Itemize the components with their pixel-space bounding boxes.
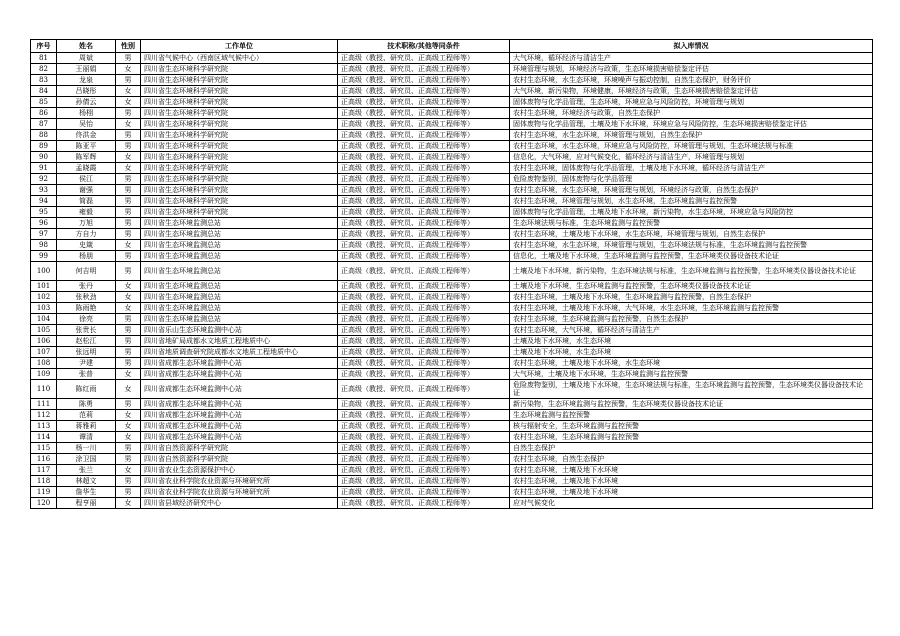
cell-index: 112 — [31, 410, 57, 421]
cell-name: 孙倩云 — [57, 97, 116, 108]
table-row — [31, 399, 873, 410]
cell-index: 92 — [31, 174, 57, 185]
cell-index: 95 — [31, 207, 57, 218]
cell-gender: 男 — [116, 108, 141, 119]
cell-fields: 农村生态环境，生态环境监测与监控预警，自然生态保护 — [510, 314, 873, 325]
table-row — [31, 262, 873, 281]
cell-fields: 农村生态环境，环境管理与规划，水生态环境，生态环境监测与监控预警 — [510, 196, 873, 207]
cell-gender: 男 — [116, 174, 141, 185]
cell-fields: 农村生态环境，土壤及地下水环境，水生态环境 — [510, 358, 873, 369]
cell-title: 正高级（教授、研究员、正高级工程师等） — [338, 369, 510, 380]
table-row — [31, 141, 873, 152]
cell-fields: 农村生态环境，水生态环境，环境管理与规划，环境经济与政策，自然生态保护 — [510, 185, 873, 196]
cell-title: 正高级（教授、研究员、正高级工程师等） — [338, 347, 510, 358]
table-row — [31, 218, 873, 229]
cell-gender: 女 — [116, 86, 141, 97]
cell-employer: 四川省生态环境科学研究院 — [141, 64, 338, 75]
cell-gender: 女 — [116, 380, 141, 399]
cell-title: 正高级（教授、研究员、正高级工程师等） — [338, 465, 510, 476]
cell-name: 林超文 — [57, 476, 116, 487]
cell-index: 105 — [31, 325, 57, 336]
cell-title: 正高级（教授、研究员、正高级工程师等） — [338, 281, 510, 292]
table-row — [31, 86, 873, 97]
cell-gender: 女 — [116, 240, 141, 251]
cell-fields: 农村生态环境，水生态环境，环境管理与规划，自然生态保护 — [510, 130, 873, 141]
cell-employer: 四川省自然资源科学研究院 — [141, 443, 338, 454]
header-title: 技术职称/其他等同条件 — [338, 40, 510, 53]
cell-employer: 四川省乐山生态环境监测中心站 — [141, 325, 338, 336]
cell-employer: 四川省生态环境科学研究院 — [141, 108, 338, 119]
header-employer: 工作单位 — [141, 40, 338, 53]
table-row — [31, 487, 873, 498]
cell-employer: 四川省成都生态环境监测中心站 — [141, 369, 338, 380]
cell-title: 正高级（教授、研究员、正高级工程师等） — [338, 152, 510, 163]
cell-name: 范莉 — [57, 410, 116, 421]
cell-fields: 固体废物与化学品管理，生态环境，环境应急与风险防控，环境管理与规划 — [510, 97, 873, 108]
cell-gender: 男 — [116, 251, 141, 262]
cell-employer: 四川省生态环境科学研究院 — [141, 174, 338, 185]
table-row — [31, 119, 873, 130]
cell-name: 赵松江 — [57, 336, 116, 347]
table-row — [31, 347, 873, 358]
cell-gender: 男 — [116, 53, 141, 64]
cell-title: 正高级（教授、研究员、正高级工程师等） — [338, 303, 510, 314]
cell-index: 103 — [31, 303, 57, 314]
cell-fields: 农村生态环境，水生态环境，环境应急与风险防控，环境管理与规划，生态环境法规与标准 — [510, 141, 873, 152]
cell-gender: 女 — [116, 97, 141, 108]
cell-fields: 农村生态环境，环境经济与政策，自然生态保护 — [510, 108, 873, 119]
cell-gender: 男 — [116, 443, 141, 454]
cell-name: 谢强 — [57, 185, 116, 196]
cell-employer: 四川省生态环境监测总站 — [141, 229, 338, 240]
cell-index: 93 — [31, 185, 57, 196]
cell-employer: 四川省生态环境科学研究院 — [141, 119, 338, 130]
cell-gender: 女 — [116, 119, 141, 130]
cell-gender: 男 — [116, 75, 141, 86]
cell-name: 孟晓霞 — [57, 163, 116, 174]
cell-fields: 自然生态保护 — [510, 443, 873, 454]
cell-fields: 农村生态环境，生态环境监测与监控预警 — [510, 432, 873, 443]
cell-gender: 女 — [116, 498, 141, 509]
cell-employer: 四川省生态环境监测总站 — [141, 281, 338, 292]
cell-name: 简磊 — [57, 196, 116, 207]
table-row — [31, 421, 873, 432]
cell-employer: 四川省生态环境科学研究院 — [141, 86, 338, 97]
cell-index: 118 — [31, 476, 57, 487]
header-index: 序号 — [31, 40, 57, 53]
cell-name: 万旭 — [57, 218, 116, 229]
header-name: 姓名 — [57, 40, 116, 53]
cell-index: 96 — [31, 218, 57, 229]
header-fields: 拟入库情况 — [510, 40, 873, 53]
cell-fields: 土壤及地下水环境，生态环境监测与监控预警，生态环境类仪器设备技术论证 — [510, 281, 873, 292]
cell-index: 120 — [31, 498, 57, 509]
cell-name: 程亨丽 — [57, 498, 116, 509]
cell-title: 正高级（教授、研究员、正高级工程师等） — [338, 421, 510, 432]
cell-fields: 农村生态环境，大气环境，循环经济与清洁生产 — [510, 325, 873, 336]
table-row — [31, 281, 873, 292]
cell-title: 正高级（教授、研究员、正高级工程师等） — [338, 476, 510, 487]
cell-employer: 四川省生态环境监测总站 — [141, 314, 338, 325]
cell-name: 陈军辉 — [57, 152, 116, 163]
table-row — [31, 465, 873, 476]
cell-fields: 土壤及地下水环境，新污染物，生态环境法规与标准，生态环境监测与监控预警，生态环境类仪器设备技术论证 — [510, 262, 873, 281]
cell-gender: 男 — [116, 358, 141, 369]
cell-gender: 男 — [116, 141, 141, 152]
cell-fields: 生态环境监测与监控预警 — [510, 410, 873, 421]
table-row — [31, 75, 873, 86]
cell-fields: 农村生态环境，土壤及地下水环境，生态环境监测与监控预警，自然生态保护 — [510, 292, 873, 303]
cell-title: 正高级（教授、研究员、正高级工程师等） — [338, 292, 510, 303]
table-row — [31, 336, 873, 347]
cell-title: 正高级（教授、研究员、正高级工程师等） — [338, 196, 510, 207]
cell-name: 何吉明 — [57, 262, 116, 281]
cell-employer: 四川省农业科学院农业资源与环境研究所 — [141, 487, 338, 498]
cell-title: 正高级（教授、研究员、正高级工程师等） — [338, 314, 510, 325]
cell-employer: 四川省自然资源科学研究院 — [141, 454, 338, 465]
cell-gender: 男 — [116, 399, 141, 410]
table-row — [31, 358, 873, 369]
cell-gender: 男 — [116, 185, 141, 196]
cell-index: 84 — [31, 86, 57, 97]
cell-index: 107 — [31, 347, 57, 358]
header-gender: 性别 — [116, 40, 141, 53]
cell-fields: 大气环境，循环经济与清洁生产 — [510, 53, 873, 64]
cell-employer: 四川省生态环境科学研究院 — [141, 75, 338, 86]
cell-index: 97 — [31, 229, 57, 240]
cell-index: 116 — [31, 454, 57, 465]
cell-title: 正高级（教授、研究员、正高级工程师等） — [338, 454, 510, 465]
cell-title: 正高级（教授、研究员、正高级工程师等） — [338, 53, 510, 64]
cell-name: 涂卫国 — [57, 454, 116, 465]
cell-employer: 四川省气候中心（西南区域气候中心） — [141, 53, 338, 64]
cell-employer: 四川省生态环境科学研究院 — [141, 196, 338, 207]
table-row — [31, 325, 873, 336]
table-row — [31, 64, 873, 75]
table-row — [31, 292, 873, 303]
table-body — [31, 53, 873, 509]
cell-gender: 男 — [116, 229, 141, 240]
cell-gender: 男 — [116, 325, 141, 336]
cell-fields: 危险废物鉴别，土壤及地下水环境，生态环境法规与标准，生态环境监测与监控预警，生态环境类仪器设备技术论证 — [510, 380, 873, 399]
cell-fields: 农村生态环境，水生态环境，环境管理与规划，生态环境法规与标准，生态环境监测与监控预警 — [510, 240, 873, 251]
cell-title: 正高级（教授、研究员、正高级工程师等） — [338, 443, 510, 454]
cell-name: 陈雨艳 — [57, 303, 116, 314]
cell-employer: 四川省成都生态环境监测中心站 — [141, 380, 338, 399]
cell-index: 115 — [31, 443, 57, 454]
cell-fields: 农村生态环境，土壤及地下水环境，水生态环境，环境管理与规划，自然生态保护 — [510, 229, 873, 240]
cell-fields: 农村生态环境，水生态环境，环境噪声与振动控制，自然生态保护，财务评价 — [510, 75, 873, 86]
cell-title: 正高级（教授、研究员、正高级工程师等） — [338, 163, 510, 174]
cell-name: 史箴 — [57, 240, 116, 251]
cell-employer: 四川省生态环境监测总站 — [141, 240, 338, 251]
cell-name: 詹华生 — [57, 487, 116, 498]
cell-name: 杨一川 — [57, 443, 116, 454]
cell-title: 正高级（教授、研究员、正高级工程师等） — [338, 336, 510, 347]
cell-employer: 四川省成都生态环境监测中心站 — [141, 358, 338, 369]
cell-gender: 男 — [116, 454, 141, 465]
cell-employer: 四川省生态环境科学研究院 — [141, 163, 338, 174]
cell-title: 正高级（教授、研究员、正高级工程师等） — [338, 399, 510, 410]
cell-name: 方自力 — [57, 229, 116, 240]
cell-employer: 四川省生态环境监测总站 — [141, 262, 338, 281]
cell-gender: 男 — [116, 196, 141, 207]
table-row — [31, 174, 873, 185]
cell-name: 吕晓彤 — [57, 86, 116, 97]
table-row — [31, 369, 873, 380]
cell-name: 杨栩 — [57, 108, 116, 119]
cell-gender: 男 — [116, 347, 141, 358]
table-row — [31, 53, 873, 64]
table-row — [31, 207, 873, 218]
cell-gender: 女 — [116, 369, 141, 380]
cell-index: 102 — [31, 292, 57, 303]
cell-index: 111 — [31, 399, 57, 410]
cell-name: 张远明 — [57, 347, 116, 358]
cell-fields: 危险废物鉴别，固体废物与化学品管理 — [510, 174, 873, 185]
cell-title: 正高级（教授、研究员、正高级工程师等） — [338, 380, 510, 399]
cell-fields: 环境管理与规划，环境经济与政策，生态环境损害赔偿鉴定评估 — [510, 64, 873, 75]
cell-name: 张兰 — [57, 465, 116, 476]
cell-index: 94 — [31, 196, 57, 207]
cell-name: 张贵长 — [57, 325, 116, 336]
cell-index: 87 — [31, 119, 57, 130]
cell-title: 正高级（教授、研究员、正高级工程师等） — [338, 487, 510, 498]
cell-name: 谭清 — [57, 432, 116, 443]
cell-employer: 四川省生态环境监测总站 — [141, 218, 338, 229]
table-row — [31, 380, 873, 399]
table-row — [31, 229, 873, 240]
cell-employer: 四川省生态环境科学研究院 — [141, 130, 338, 141]
cell-name: 吴怡 — [57, 119, 116, 130]
cell-index: 99 — [31, 251, 57, 262]
cell-fields: 核与辐射安全，生态环境监测与监控预警 — [510, 421, 873, 432]
cell-fields: 应对气候变化 — [510, 498, 873, 509]
table-header-row — [31, 40, 873, 53]
table-row — [31, 130, 873, 141]
table-row — [31, 303, 873, 314]
cell-name: 徐亮 — [57, 314, 116, 325]
cell-index: 101 — [31, 281, 57, 292]
cell-fields: 大气环境，土壤及地下水环境，生态环境监测与监控预警 — [510, 369, 873, 380]
cell-gender: 男 — [116, 218, 141, 229]
cell-index: 108 — [31, 358, 57, 369]
cell-gender: 男 — [116, 130, 141, 141]
cell-index: 109 — [31, 369, 57, 380]
table-row — [31, 196, 873, 207]
cell-fields: 农村生态环境，土壤及地下水环境 — [510, 476, 873, 487]
cell-gender: 女 — [116, 421, 141, 432]
cell-title: 正高级（教授、研究员、正高级工程师等） — [338, 410, 510, 421]
cell-index: 119 — [31, 487, 57, 498]
table-row — [31, 251, 873, 262]
cell-gender: 女 — [116, 465, 141, 476]
cell-name: 张丹 — [57, 281, 116, 292]
cell-fields: 生态环境法规与标准，生态环境监测与监控预警 — [510, 218, 873, 229]
cell-index: 88 — [31, 130, 57, 141]
cell-employer: 四川省农业科学院农业资源与环境研究所 — [141, 476, 338, 487]
cell-employer: 四川省农业生态资源保护中心 — [141, 465, 338, 476]
table-row — [31, 108, 873, 119]
cell-employer: 四川省生态环境监测总站 — [141, 292, 338, 303]
cell-title: 正高级（教授、研究员、正高级工程师等） — [338, 185, 510, 196]
expert-list-table — [30, 39, 873, 509]
cell-fields: 固体废物与化学品管理，土壤及地下水环境，环境应急与风险防控，生态环境损害赔偿鉴定评估 — [510, 119, 873, 130]
table-row — [31, 498, 873, 509]
cell-title: 正高级（教授、研究员、正高级工程师等） — [338, 432, 510, 443]
cell-index: 86 — [31, 108, 57, 119]
cell-name: 陈红雨 — [57, 380, 116, 399]
cell-name: 蒋雅莉 — [57, 421, 116, 432]
cell-fields: 信息化，大气环境，应对气候变化，循环经济与清洁生产，环境管理与规划 — [510, 152, 873, 163]
cell-employer: 四川省生态环境科学研究院 — [141, 152, 338, 163]
cell-name: 张秋劲 — [57, 292, 116, 303]
cell-gender: 男 — [116, 487, 141, 498]
cell-name: 雍毅 — [57, 207, 116, 218]
cell-index: 89 — [31, 141, 57, 152]
table-row — [31, 152, 873, 163]
cell-fields: 农村生态环境，土壤及地下水环境，大气环境，水生态环境，生态环境监测与监控预警 — [510, 303, 873, 314]
cell-employer: 四川省生态环境科学研究院 — [141, 185, 338, 196]
table-row — [31, 163, 873, 174]
cell-index: 110 — [31, 380, 57, 399]
cell-title: 正高级（教授、研究员、正高级工程师等） — [338, 262, 510, 281]
cell-name: 侯江 — [57, 174, 116, 185]
cell-gender: 男 — [116, 476, 141, 487]
cell-index: 114 — [31, 432, 57, 443]
cell-title: 正高级（教授、研究员、正高级工程师等） — [338, 251, 510, 262]
table-row — [31, 454, 873, 465]
cell-title: 正高级（教授、研究员、正高级工程师等） — [338, 207, 510, 218]
cell-employer: 四川省地质调查研究院成都水文地质工程地质中心 — [141, 347, 338, 358]
cell-index: 85 — [31, 97, 57, 108]
cell-title: 正高级（教授、研究员、正高级工程师等） — [338, 130, 510, 141]
cell-gender: 女 — [116, 432, 141, 443]
table-row — [31, 410, 873, 421]
cell-name: 王丽娟 — [57, 64, 116, 75]
cell-name: 佟洪金 — [57, 130, 116, 141]
cell-fields: 新污染物，生态环境监测与监控预警，生态环境类仪器设备技术论证 — [510, 399, 873, 410]
cell-title: 正高级（教授、研究员、正高级工程师等） — [338, 119, 510, 130]
table-row — [31, 185, 873, 196]
cell-index: 106 — [31, 336, 57, 347]
cell-fields: 农村生态环境，土壤及地下水环境 — [510, 487, 873, 498]
cell-gender: 男 — [116, 314, 141, 325]
cell-title: 正高级（教授、研究员、正高级工程师等） — [338, 141, 510, 152]
cell-gender: 女 — [116, 281, 141, 292]
cell-gender: 女 — [116, 152, 141, 163]
cell-gender: 男 — [116, 207, 141, 218]
cell-employer: 四川省成都生态环境监测中心站 — [141, 410, 338, 421]
cell-fields: 农村生态环境，自然生态保护 — [510, 454, 873, 465]
cell-title: 正高级（教授、研究员、正高级工程师等） — [338, 498, 510, 509]
cell-title: 正高级（教授、研究员、正高级工程师等） — [338, 358, 510, 369]
cell-employer: 四川省成都生态环境监测中心站 — [141, 421, 338, 432]
cell-index: 104 — [31, 314, 57, 325]
cell-index: 100 — [31, 262, 57, 281]
table-row — [31, 240, 873, 251]
cell-employer: 四川省生态环境监测总站 — [141, 251, 338, 262]
cell-index: 90 — [31, 152, 57, 163]
cell-employer: 四川省生态环境科学研究院 — [141, 207, 338, 218]
cell-name: 杨朋 — [57, 251, 116, 262]
cell-name: 周斌 — [57, 53, 116, 64]
cell-index: 98 — [31, 240, 57, 251]
cell-title: 正高级（教授、研究员、正高级工程师等） — [338, 64, 510, 75]
table-row — [31, 476, 873, 487]
cell-index: 83 — [31, 75, 57, 86]
cell-name: 陈勇 — [57, 399, 116, 410]
cell-gender: 女 — [116, 410, 141, 421]
table-row — [31, 314, 873, 325]
cell-gender: 女 — [116, 64, 141, 75]
cell-gender: 男 — [116, 336, 141, 347]
cell-fields: 大气环境，新污染物，环境健康，环境经济与政策，生态环境损害赔偿鉴定评估 — [510, 86, 873, 97]
cell-employer: 四川省成都生态环境监测中心站 — [141, 399, 338, 410]
table-row — [31, 97, 873, 108]
cell-title: 正高级（教授、研究员、正高级工程师等） — [338, 97, 510, 108]
cell-name: 陈亚平 — [57, 141, 116, 152]
cell-title: 正高级（教授、研究员、正高级工程师等） — [338, 240, 510, 251]
cell-employer: 四川省生态环境科学研究院 — [141, 97, 338, 108]
cell-fields: 农村生态环境，固体废物与化学品管理，土壤及地下水环境，循环经济与清洁生产 — [510, 163, 873, 174]
cell-employer: 四川省地矿局成都水文地质工程地质中心 — [141, 336, 338, 347]
cell-employer: 四川省生态环境科学研究院 — [141, 141, 338, 152]
cell-name: 尹建 — [57, 358, 116, 369]
cell-title: 正高级（教授、研究员、正高级工程师等） — [338, 108, 510, 119]
cell-title: 正高级（教授、研究员、正高级工程师等） — [338, 174, 510, 185]
cell-title: 正高级（教授、研究员、正高级工程师等） — [338, 325, 510, 336]
cell-fields: 土壤及地下水环境，水生态环境 — [510, 336, 873, 347]
cell-title: 正高级（教授、研究员、正高级工程师等） — [338, 229, 510, 240]
cell-index: 81 — [31, 53, 57, 64]
cell-fields: 土壤及地下水环境，水生态环境 — [510, 347, 873, 358]
table-row — [31, 443, 873, 454]
cell-gender: 女 — [116, 292, 141, 303]
cell-name: 龙泉 — [57, 75, 116, 86]
cell-title: 正高级（教授、研究员、正高级工程师等） — [338, 86, 510, 97]
cell-gender: 女 — [116, 163, 141, 174]
cell-index: 117 — [31, 465, 57, 476]
cell-title: 正高级（教授、研究员、正高级工程师等） — [338, 218, 510, 229]
cell-employer: 四川省生态环境监测总站 — [141, 303, 338, 314]
cell-name: 张普 — [57, 369, 116, 380]
table-row — [31, 432, 873, 443]
cell-index: 113 — [31, 421, 57, 432]
cell-title: 正高级（教授、研究员、正高级工程师等） — [338, 75, 510, 86]
cell-gender: 女 — [116, 303, 141, 314]
cell-index: 82 — [31, 64, 57, 75]
cell-employer: 四川省县域经济研究中心 — [141, 498, 338, 509]
cell-employer: 四川省成都生态环境监测中心站 — [141, 432, 338, 443]
cell-fields: 信息化，土壤及地下水环境，生态环境监测与监控预警，生态环境类仪器设备技术论证 — [510, 251, 873, 262]
cell-fields: 农村生态环境，土壤及地下水环境 — [510, 465, 873, 476]
cell-fields: 固体废物与化学品管理，土壤及地下水环境，新污染物，水生态环境，环境应急与风险防控 — [510, 207, 873, 218]
cell-gender: 男 — [116, 262, 141, 281]
cell-index: 91 — [31, 163, 57, 174]
